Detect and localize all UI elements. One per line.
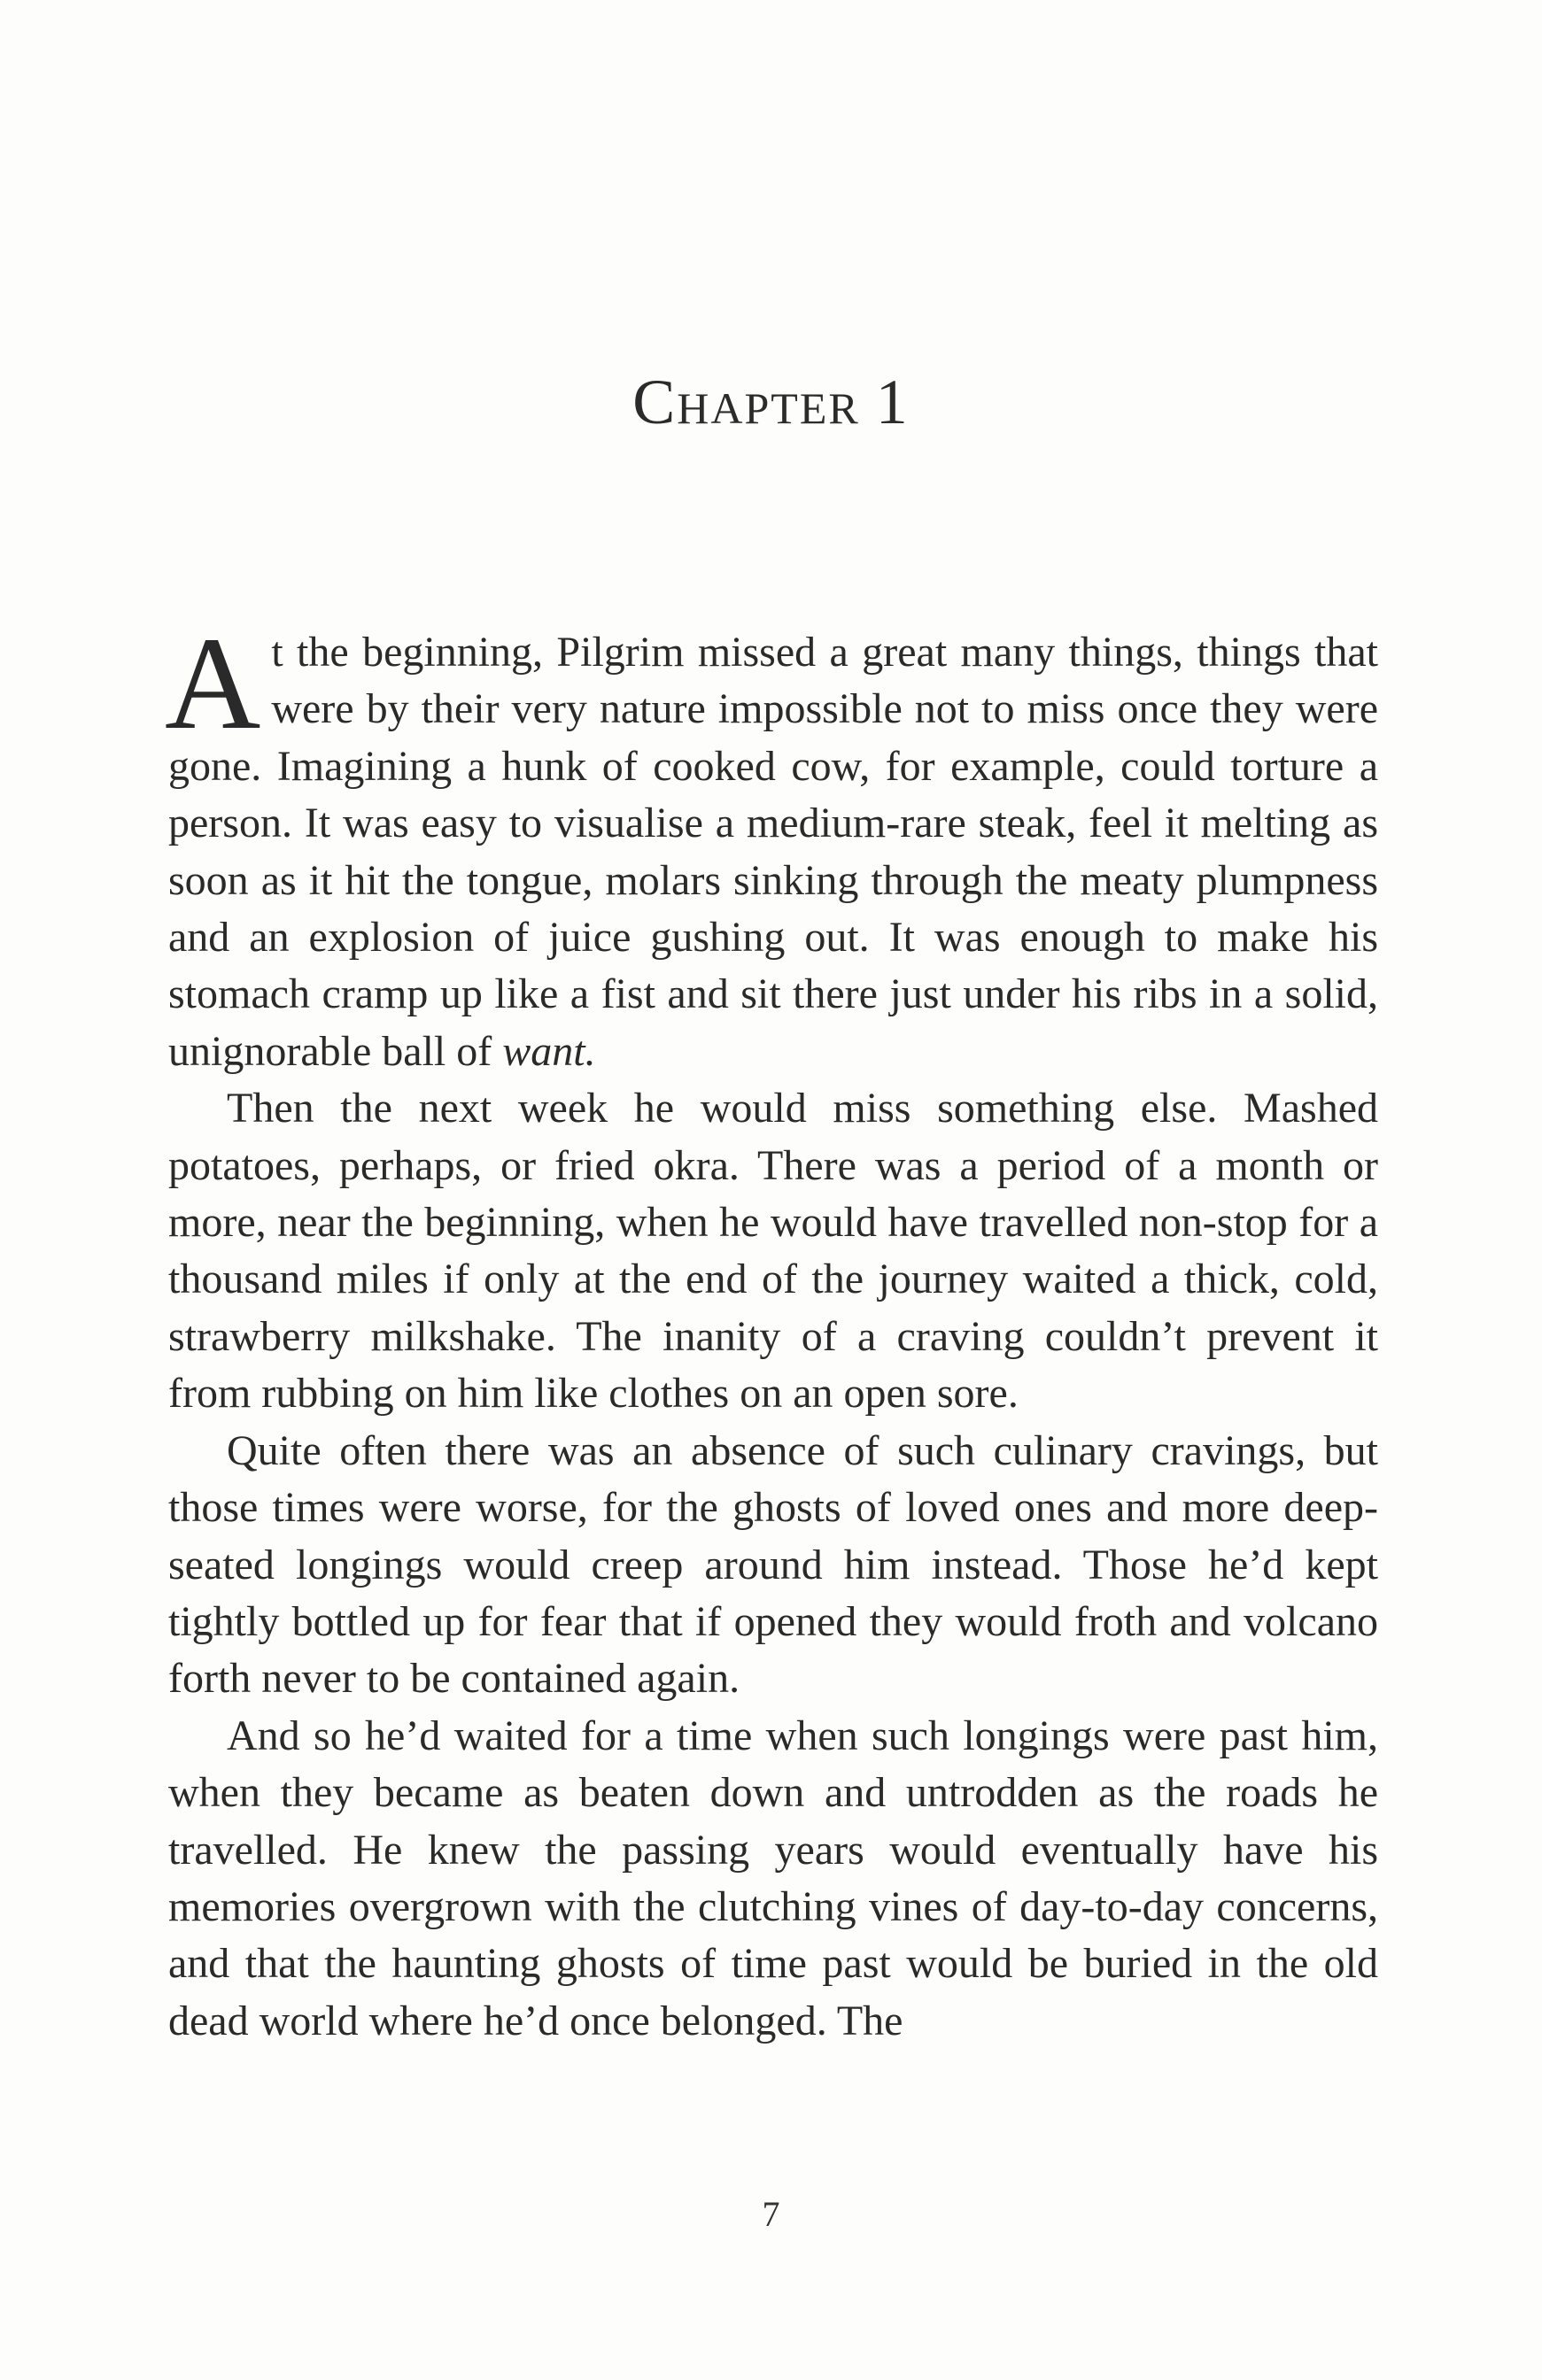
paragraph-1-emphasis: want. [502,1027,596,1075]
page-number: 7 [762,2194,780,2234]
drop-cap: A [165,610,261,757]
paragraph-1-text: t the beginning, Pilgrim missed a great many things, things that were by their very nature impossible not to miss once they were gone. Imagining a hunk of cooked cow, for example, could torture a person. It was easy to visualise a medium-rare steak, feel it melting as soon as it hit the tongue, molars sinking through the meaty plumpness and an explosion of juice gushing out. It was enough to make his stomach cramp up like a fist and sit there just under his ribs in a solid, unignorable ball of [168,629,1378,1075]
paragraph-4: And so he’d waited for a time when such longings were past him, when they became as beaten down and untrodden as the roads he travelled. He knew the passing years would eventually have his memories overgrown with the clutching vines of day-to-day concerns, and that the haunting ghosts of time past would be buried in the old dead world where he’d once belonged. The [168,1712,1378,2044]
chapter-heading [0,367,1542,437]
paragraph-2: Then the next week he would miss something else. Mashed potatoes, perhaps, or fried okra. There was a period of a month or more, near the beginning, when he would have travelled non-stop for a thousand miles if only at the end of the journey waited a thick, cold, strawberry milkshake. The inanity of a craving couldn’t prevent it from rubbing on him like clothes on an open sore. [168,1085,1378,1418]
chapter-number: 1 [875,367,910,437]
chapter-body [165,610,1378,2050]
paragraph-3: Quite often there was an absence of such culinary cravings, but those times were worse, for the ghosts of loved ones and more deep-seated longings would creep around him instead. Those he’d kept tightly bottled up for fear that if opened they would froth and volcano forth never to be contained again. [168,1426,1378,1703]
paragraph-1 [165,610,1378,1080]
chapter-word: Chapter [632,367,860,437]
